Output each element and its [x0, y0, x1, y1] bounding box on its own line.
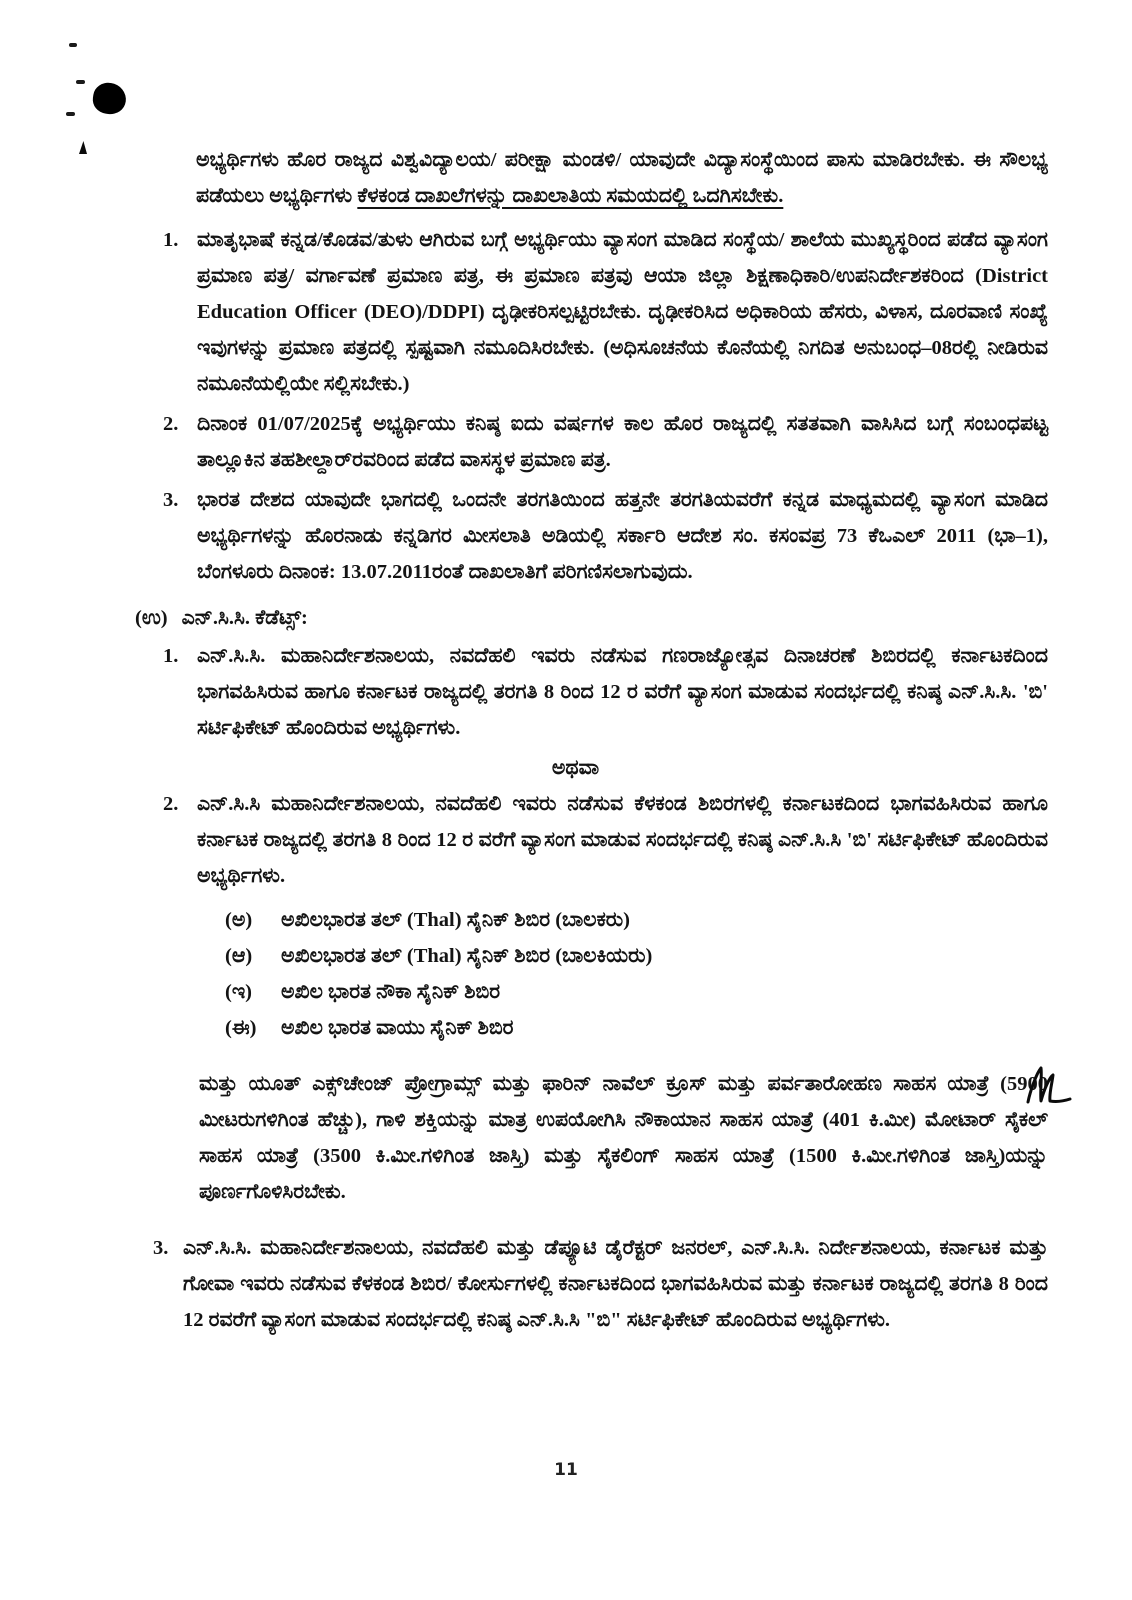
item-number: 2. [163, 413, 179, 435]
item-text: ಭಾರತ ದೇಶದ ಯಾವುದೇ ಭಾಗದಲ್ಲಿ ಒಂದನೇ ತರಗತಿಯಿಂದ ಹತ್ತನೇ ತರಗತಿಯವರೆಗೆ ಕನ್ನಡ ಮಾಧ್ಯಮದಲ್ಲಿ ವ್ಯಾಸಂಗ ಮಾಡಿದ ಅಭ್ಯರ್ಥಿಗಳನ್ನು ಹೊರನಾಡು ಕನ್ನಡಿಗರ ಮೀಸಲಾತಿ ಅಡಿಯಲ್ಲಿ ಸರ್ಕಾರಿ ಆದೇಶ ಸಂ. ಕಸಂವಪ್ರ 73 ಕೆಒಎಲ್ 2011 (ಭಾ–1), ಬೆಂಗಳೂರು ದಿನಾಂಕ: 13.07.2011ರಂತೆ ದಾಖಲಾತಿಗೆ ಪರಿಗಣಿಸಲಾಗುವುದು. [197, 489, 1048, 583]
ncc-item-3 [153, 1230, 1048, 1338]
section-title: ಎನ್.ಸಿ.ಸಿ. ಕೆಡೆಟ್ಸ್: [181, 607, 308, 629]
requirement-item-3 [163, 482, 1048, 590]
document-body [135, 142, 1049, 1342]
item-text [197, 222, 1048, 402]
camp-label: (ಆ) [225, 945, 253, 967]
intro-text: ಅಭ್ಯರ್ಥಿಗಳು ಹೊರ ರಾಜ್ಯದ ವಿಶ್ವವಿದ್ಯಾಲಯ/ ಪರೀಕ್ಷಾ ಮಂಡಳಿ/ ಯಾವುದೇ ವಿದ್ಯಾಸಂಸ್ಥೆಯಿಂದ ಪಾಸು ಮಾಡಿರಬೇಕು. ಈ ಸೌಲಭ್ಯ ಪಡೆಯಲು ಅಭ್ಯರ್ಥಿಗಳು [196, 149, 1048, 207]
item-text-bold: ಅನುಬಂಧ–08ರಲ್ಲಿ [853, 337, 979, 359]
ncc-section-heading [135, 600, 1048, 636]
ncc-item-1 [163, 638, 1048, 746]
item-text: ಎನ್.ಸಿ.ಸಿ. ಮಹಾನಿರ್ದೇಶನಾಲಯ, ನವದೆಹಲಿ ಮತ್ತು ಡೆಪ್ಯೂಟಿ ಡೈರೆಕ್ಟರ್ ಜನರಲ್, ಎನ್.ಸಿ.ಸಿ. ನಿರ್ದೇಶನಾಲಯ, ಕರ್ನಾಟಕ ಮತ್ತು ಗೋವಾ ಇವರು ನಡೆಸುವ ಕೆಳಕಂಡ ಶಿಬಿರ/ ಕೋರ್ಸುಗಳಲ್ಲಿ ಕರ್ನಾಟಕದಿಂದ ಭಾಗವಹಿಸಿರುವ ಮತ್ತು ಕರ್ನಾಟಕ ರಾಜ್ಯದಲ್ಲಿ ತರಗತಿ 8 ರಿಂದ 12 ರವರೆಗೆ ವ್ಯಾಸಂಗ ಮಾಡುವ ಸಂದರ್ಭದಲ್ಲಿ ಕನಿಷ್ಠ ಎನ್.ಸಿ.ಸಿ "ಬಿ" ಸರ್ಟಿಫಿಕೇಟ್ ಹೊಂದಿರುವ ಅಭ್ಯರ್ಥಿಗಳು. [183, 1237, 1048, 1331]
handwritten-initial [1014, 1062, 1078, 1114]
or-separator: ಅಥವಾ [551, 757, 600, 779]
scan-artifact-mark [79, 141, 87, 154]
camp-item [225, 974, 1048, 1010]
camp-label: (ಇ) [225, 981, 252, 1003]
requirement-item-1 [163, 222, 1048, 402]
scan-artifact-dash [76, 80, 85, 84]
camp-label: (ಈ) [225, 1017, 257, 1039]
requirements-list [163, 222, 1048, 590]
page-number: 11 [554, 1460, 578, 1480]
scan-artifact-dash [69, 43, 77, 47]
item-number: 3. [163, 489, 179, 511]
item-number: 2. [163, 793, 179, 815]
camp-item [225, 902, 1048, 938]
camp-text: ಅಖಿಲ ಭಾರತ ವಾಯು ಸೈನಿಕ್ ಶಿಬಿರ [281, 1017, 514, 1039]
ink-blob-mark [91, 81, 128, 116]
item-text: ದಿನಾಂಕ 01/07/2025ಕ್ಕೆ ಅಭ್ಯರ್ಥಿಯು ಕನಿಷ್ಠ ಐದು ವರ್ಷಗಳ ಕಾಲ ಹೊರ ರಾಜ್ಯದಲ್ಲಿ ಸತತವಾಗಿ ವಾಸಿಸಿದ ಬಗ್ಗೆ ಸಂಬಂಧಪಟ್ಟ ತಾಲ್ಲೂಕಿನ ತಹಶೀಲ್ದಾರ್‌ರವರಿಂದ ಪಡೆದ ವಾಸಸ್ಥಳ ಪ್ರಮಾಣ ಪತ್ರ. [197, 413, 1048, 471]
camp-item [225, 938, 1048, 974]
item-text: ಎನ್.ಸಿ.ಸಿ ಮಹಾನಿರ್ದೇಶನಾಲಯ, ನವದೆಹಲಿ ಇವರು ನಡೆಸುವ ಕೆಳಕಂಡ ಶಿಬಿರಗಳಲ್ಲಿ ಕರ್ನಾಟಕದಿಂದ ಭಾಗವಹಿಸಿರುವ ಹಾಗೂ ಕರ್ನಾಟಕ ರಾಜ್ಯದಲ್ಲಿ ತರಗತಿ 8 ರಿಂದ 12 ರ ವರೆಗೆ ವ್ಯಾಸಂಗ ಮಾಡುವ ಸಂದರ್ಭದಲ್ಲಿ ಕನಿಷ್ಠ ಎನ್.ಸಿ.ಸಿ 'ಬಿ' ಸರ್ಟಿಫಿಕೇಟ್ ಹೊಂದಿರುವ ಅಭ್ಯರ್ಥಿಗಳು. [197, 793, 1048, 887]
camp-item [225, 1010, 1048, 1046]
ncc-item-2 [163, 786, 1048, 894]
camps-list [225, 902, 1048, 1046]
requirement-item-2 [163, 406, 1048, 478]
item-text-after: ನೀಡಿರುವ ನಮೂನೆಯಲ್ಲಿಯೇ ಸಲ್ಲಿಸಬೇಕು.) [197, 337, 1049, 395]
camp-text: ಅಖಿಲಭಾರತ ತಲ್ (Thal) ಸೈನಿಕ್ ಶಿಬಿರ (ಬಾಲಕಿಯರು) [281, 945, 653, 967]
intro-underlined-text: ಕೆಳಕಂಡ ದಾಖಲೆಗಳನ್ನು ದಾಖಲಾತಿಯ ಸಮಯದಲ್ಲಿ ಒದಗಿಸಬೇಕು. [357, 185, 784, 207]
camp-text: ಅಖಿಲಭಾರತ ತಲ್ (Thal) ಸೈನಿಕ್ ಶಿಬಿರ (ಬಾಲಕರು) [281, 909, 630, 931]
item-text-main: ಮಾತೃಭಾಷೆ ಕನ್ನಡ/ಕೊಡವ/ತುಳು ಆಗಿರುವ ಬಗ್ಗೆ ಅಭ್ಯರ್ಥಿಯು ವ್ಯಾಸಂಗ ಮಾಡಿದ ಸಂಸ್ಥೆಯ/ ಶಾಲೆಯ ಮುಖ್ಯಸ್ಥರಿಂದ ಪಡೆದ ವ್ಯಾಸಂಗ ಪ್ರಮಾಣ ಪತ್ರ/ ವರ್ಗಾವಣೆ ಪ್ರಮಾಣ ಪತ್ರ, ಈ ಪ್ರಮಾಣ ಪತ್ರವು ಆಯಾ ಜಿಲ್ಲಾ ಶಿಕ್ಷಣಾಧಿಕಾರಿ/ಉಪನಿರ್ದೇಶಕರಿಂದ (District Education Officer (DEO)/DDPI) ದೃಢೀಕರಿಸಲ್ಪಟ್ಟಿರಬೇಕು. ದೃಢೀಕರಿಸಿದ ಅಧಿಕಾರಿಯ ಹೆಸರು, ವಿಳಾಸ, ದೂರವಾಣಿ ಸಂಖ್ಯೆ ಇವುಗಳನ್ನು ಪ್ರಮಾಣ ಪತ್ರದಲ್ಲಿ ಸ್ಪಷ್ಟವಾಗಿ ನಮೂದಿಸಿರಬೇಕು. (ಅಧಿಸೂಚನೆಯ ಕೊನೆಯಲ್ಲಿ ನಿಗದಿತ [197, 229, 1048, 359]
camp-text: ಅಖಿಲ ಭಾರತ ನೌಕಾ ಸೈನಿಕ್ ಶಿಬಿರ [281, 981, 501, 1003]
intro-paragraph [196, 142, 1048, 214]
item-number: 1. [163, 229, 179, 251]
scan-artifact-dash [66, 112, 75, 116]
adventure-paragraph: ಮತ್ತು ಯೂತ್ ಎಕ್ಸ್‌ಚೇಂಜ್ ಪ್ರೋಗ್ರಾಮ್ಸ್ ಮತ್ತು ಫಾರಿನ್ ನಾವೆಲ್ ಕ್ರೂಸ್ ಮತ್ತು ಪರ್ವತಾರೋಹಣ ಸಾಹಸ ಯಾತ್ರೆ (5900 ಮೀಟರುಗಳಿಗಿಂತ ಹೆಚ್ಚು), ಗಾಳಿ ಶಕ್ತಿಯನ್ನು ಮಾತ್ರ ಉಪಯೋಗಿಸಿ ನೌಕಾಯಾನ ಸಾಹಸ ಯಾತ್ರೆ (401 ಕಿ.ಮೀ) ಮೋಟಾರ್ ಸೈಕಲ್ ಸಾಹಸ ಯಾತ್ರೆ (3500 ಕಿ.ಮೀ.ಗಳಿಗಿಂತ ಜಾಸ್ತಿ) ಮತ್ತು ಸೈಕಲಿಂಗ್ ಸಾಹಸ ಯಾತ್ರೆ (1500 ಕಿ.ಮೀ.ಗಳಿಗಿಂತ ಜಾಸ್ತಿ)ಯನ್ನು ಪೂರ್ಣಗೊಳಿಸಿರಬೇಕು. [199, 1073, 1048, 1203]
item-number: 3. [153, 1237, 169, 1259]
item-number: 1. [163, 645, 179, 667]
item-text: ಎನ್.ಸಿ.ಸಿ. ಮಹಾನಿರ್ದೇಶನಾಲಯ, ನವದೆಹಲಿ ಇವರು ನಡೆಸುವ ಗಣರಾಜ್ಯೋತ್ಸವ ದಿನಾಚರಣೆ ಶಿಬಿರದಲ್ಲಿ ಕರ್ನಾಟಕದಿಂದ ಭಾಗವಹಿಸಿರುವ ಹಾಗೂ ಕರ್ನಾಟಕ ರಾಜ್ಯದಲ್ಲಿ ತರಗತಿ 8 ರಿಂದ 12 ರ ವರೆಗೆ ವ್ಯಾಸಂಗ ಮಾಡುವ ಸಂದರ್ಭದಲ್ಲಿ ಕನಿಷ್ಠ ಎನ್.ಸಿ.ಸಿ. 'ಬಿ' ಸರ್ಟಿಫಿಕೇಟ್ ಹೊಂದಿರುವ ಅಭ್ಯರ್ಥಿಗಳು. [197, 645, 1048, 739]
section-label: (ಉ) [135, 607, 168, 629]
camp-label: (ಅ) [225, 909, 253, 931]
